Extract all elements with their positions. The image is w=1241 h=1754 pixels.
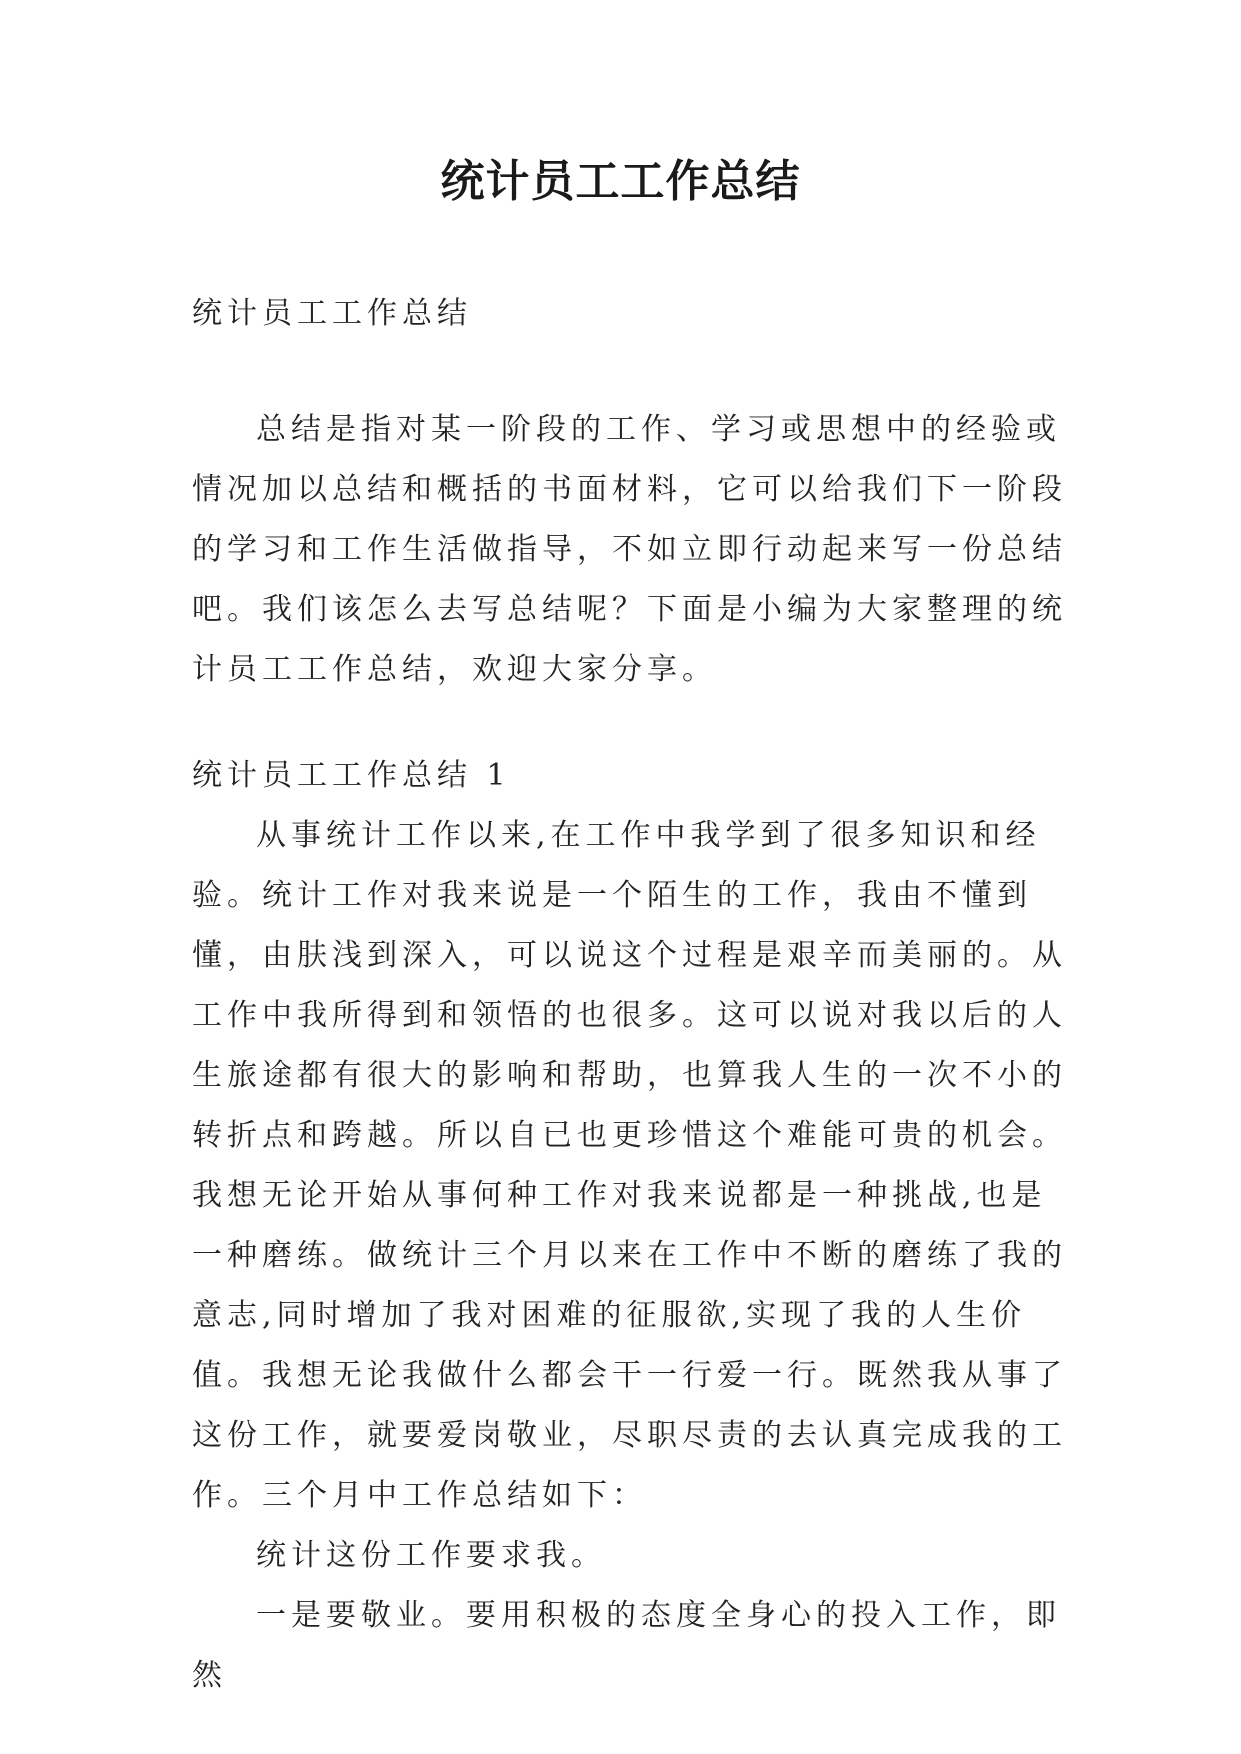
document-subtitle (192, 284, 1072, 344)
section-1-body (192, 806, 1072, 1706)
section-1-heading: 统计员工工作总结 1 (192, 758, 511, 793)
intro-section (192, 400, 1072, 700)
intro-paragraph: 总结是指对某一阶段的工作、学习或思想中的经验或情况加以总结和概括的书面材料，它可以给我们下一阶段的学习和工作生活做指导，不如立即行动起来写一份总结吧。我们该怎么去写总结呢？下面是小编为大家整理的统计员工工作总结，欢迎大家分享。 (192, 412, 1067, 687)
section-1-paragraph-2: 统计这份工作要求我。 (256, 1538, 606, 1573)
subtitle-text: 统计员工工作总结 (192, 296, 472, 331)
section-1-paragraph-1: 从事统计工作以来,在工作中我学到了很多知识和经验。统计工作对我来说是一个陌生的工作，我由不懂到懂，由肤浅到深入，可以说这个过程是艰辛而美丽的。从工作中我所得到和领悟的也很多。这可以说对我以后的人生旅途都有很大的影响和帮助，也算我人生的一次不小的转折点和跨越。所以自已也更珍惜这个难能可贵的机会。我想无论开始从事何种工作对我来说都是一种挑战,也是一种磨练。做统计三个月以来在工作中不断的磨练了我的意志,同时增加了我对困难的征服欲,实现了我的人生价值。我想无论我做什么都会干一行爱一行。既然我从事了这份工作，就要爱岗敬业，尽职尽责的去认真完成我的工作。三个月中工作总结如下： (192, 818, 1067, 1513)
section-1-paragraph-3: 一是要敬业。要用积极的态度全身心的投入工作，即然 (192, 1598, 1061, 1693)
document-title: 统计员工工作总结 (440, 156, 801, 207)
section-1-heading-block (192, 746, 1072, 806)
